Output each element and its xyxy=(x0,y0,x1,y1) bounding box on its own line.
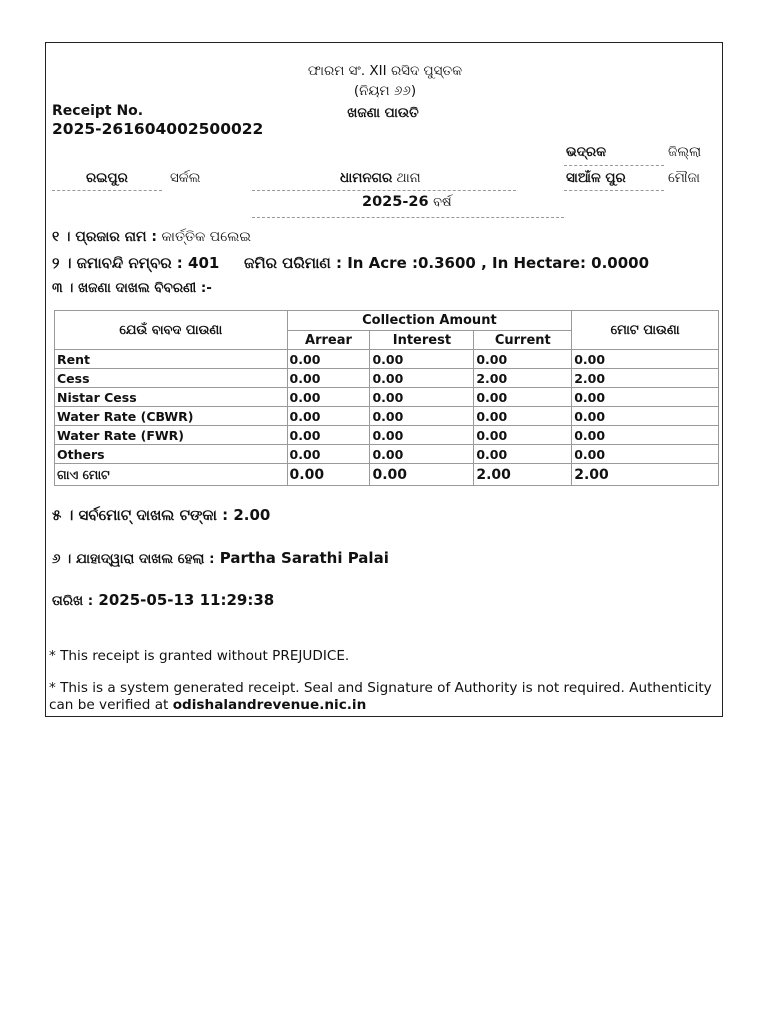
authenticity-note-text: * This is a system generated receipt. Seal and Signature of Authority is not required. Authenticity can be verified at xyxy=(49,680,712,713)
col-arrear-header: Arrear xyxy=(287,331,370,350)
interest-cell: 0.00 xyxy=(370,350,474,369)
paid-by-label: ୬ । ଯାହାଦ୍ୱାରା ଦାଖଲ ହେଲା : xyxy=(52,551,215,567)
verify-link[interactable]: odishalandrevenue.nic.in xyxy=(172,697,367,713)
row-name-cell: Nistar Cess xyxy=(55,388,288,407)
table-row xyxy=(55,464,719,486)
row-name-cell: Rent xyxy=(55,350,288,369)
interest-cell: 0.00 xyxy=(370,388,474,407)
table-row xyxy=(55,369,719,388)
receipt-title: ଖଜଣା ପାଉତି xyxy=(347,105,419,121)
year-underline xyxy=(252,217,564,218)
current-cell: 0.00 xyxy=(474,350,572,369)
date-label: ତାରିଖ : xyxy=(52,593,94,609)
receipt-number: 2025-261604002500022 xyxy=(52,120,264,138)
authenticity-note xyxy=(49,680,719,714)
paid-by-value: Partha Sarathi Palai xyxy=(219,549,389,567)
table-row xyxy=(55,407,719,426)
total-cell: 0.00 xyxy=(572,445,719,464)
tax-table xyxy=(54,310,719,486)
total-cell: 0.00 xyxy=(572,426,719,445)
total-cell: 0.00 xyxy=(572,350,719,369)
table-body xyxy=(55,350,719,486)
tax-details-heading: ୩ । ଖଜଣା ଦାଖଲ ବିବରଣୀ :- xyxy=(52,280,212,296)
district-name: ଭଦ୍ରକ xyxy=(566,144,607,160)
land-area: ଜମିର ପରିମାଣ : In Acre :0.3600 , In Hectare: 0.0000 xyxy=(244,254,650,272)
col-collection-header: Collection Amount xyxy=(287,311,572,331)
jamabandi-number: ୨ । ଜମାବନ୍ଦି ନମ୍ବର : 401 xyxy=(52,254,220,272)
thana-label: ଥାନା xyxy=(396,170,421,186)
total-cell: 0.00 xyxy=(572,388,719,407)
circle-label: ସର୍କଲ xyxy=(170,170,201,186)
arrear-cell: 0.00 xyxy=(287,350,370,369)
current-cell: 0.00 xyxy=(474,388,572,407)
interest-cell: 0.00 xyxy=(370,369,474,388)
arrear-cell: 0.00 xyxy=(287,407,370,426)
row-name-cell: Cess xyxy=(55,369,288,388)
interest-cell: 0.00 xyxy=(370,464,474,486)
current-cell: 2.00 xyxy=(474,369,572,388)
arrear-cell: 0.00 xyxy=(287,426,370,445)
total-cell: 0.00 xyxy=(572,407,719,426)
mouza-underline xyxy=(564,190,664,191)
mouza-label: ମୌଜା xyxy=(668,170,700,186)
table-row xyxy=(55,350,719,369)
land-revenue-receipt xyxy=(45,42,723,717)
total-paid: ୫ । ସର୍ବମୋଟ୍ ଦାଖଲ ଟଙ୍କା : 2.00 xyxy=(52,506,271,524)
year-label: ବର୍ଷ xyxy=(433,195,452,210)
thana-name: ଧାମନଗର xyxy=(340,170,393,186)
interest-cell: 0.00 xyxy=(370,407,474,426)
row-name-cell: Water Rate (CBWR) xyxy=(55,407,288,426)
table-row xyxy=(55,426,719,445)
circle-name: ରଇପୁର xyxy=(86,170,128,186)
tenant-name-label: ୧ । ପ୍ରଜାର ନାମ : xyxy=(52,229,157,245)
col-total-header: ମୋଟ ପାଉଣା xyxy=(572,311,719,350)
district-label: ଜିଲ୍ଲା xyxy=(668,144,702,160)
thana-underline xyxy=(252,190,516,191)
row-name-cell: Others xyxy=(55,445,288,464)
paid-by-field xyxy=(52,549,389,567)
col-interest-header: Interest xyxy=(370,331,474,350)
row-name-cell: Water Rate (FWR) xyxy=(55,426,288,445)
arrear-cell: 0.00 xyxy=(287,369,370,388)
rule-line: (ନିୟମ ୬୬) xyxy=(353,83,417,99)
year-field xyxy=(362,194,452,210)
field-tenant-name xyxy=(52,229,251,245)
date-field xyxy=(52,591,274,609)
total-cell: 2.00 xyxy=(572,369,719,388)
col-current-header: Current xyxy=(474,331,572,350)
prejudice-note: * This receipt is granted without PREJUDICE. xyxy=(49,648,350,664)
total-cell: 2.00 xyxy=(572,464,719,486)
tenant-name-value: କାର୍ତ୍ତିକ ପଲେଇ xyxy=(161,229,252,245)
arrear-cell: 0.00 xyxy=(287,464,370,486)
current-cell: 0.00 xyxy=(474,407,572,426)
mouza-name: ସାଆଁଳ ପୁର xyxy=(566,170,626,186)
current-cell: 0.00 xyxy=(474,445,572,464)
year-value: 2025-26 xyxy=(362,194,429,210)
date-value: 2025-05-13 11:29:38 xyxy=(98,591,275,609)
arrear-cell: 0.00 xyxy=(287,388,370,407)
row-name-cell: ଗାଏ ମୋଟ xyxy=(55,464,288,486)
interest-cell: 0.00 xyxy=(370,445,474,464)
form-number-line: ଫାରମ ସଂ. XII ରସିଦ ପୁସ୍ତକ xyxy=(307,63,463,79)
col-type-header: ଯେଉଁ ବାବଦ ପାଉଣା xyxy=(55,311,288,350)
interest-cell: 0.00 xyxy=(370,426,474,445)
table-row xyxy=(55,388,719,407)
thana-field xyxy=(340,170,421,186)
current-cell: 0.00 xyxy=(474,426,572,445)
circle-underline xyxy=(52,190,162,191)
table-row xyxy=(55,445,719,464)
receipt-number-label: Receipt No. xyxy=(52,103,144,119)
current-cell: 2.00 xyxy=(474,464,572,486)
arrear-cell: 0.00 xyxy=(287,445,370,464)
district-underline xyxy=(564,165,664,166)
table-header-row xyxy=(55,311,719,331)
